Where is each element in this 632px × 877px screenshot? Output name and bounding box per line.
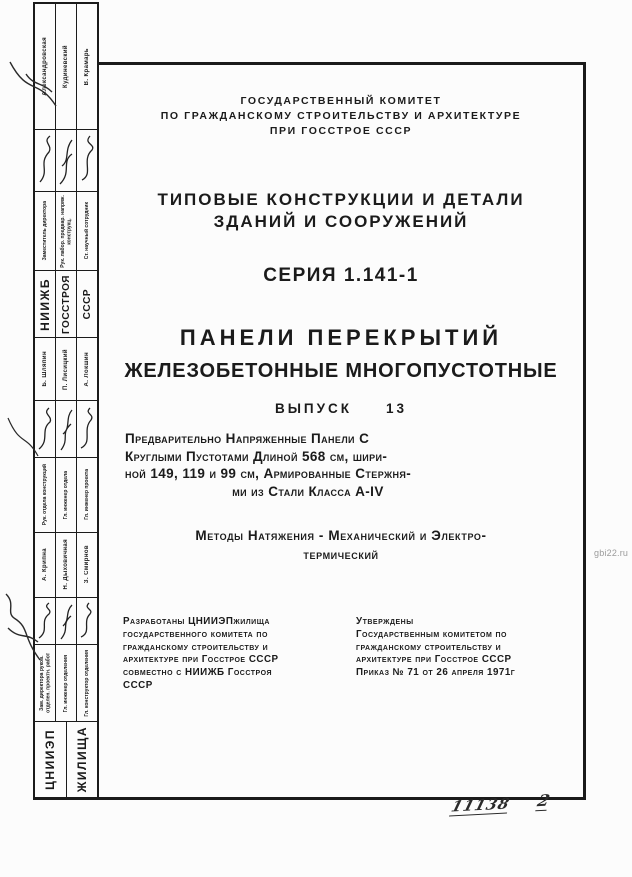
org-name-line: ЦНИИЭП bbox=[43, 729, 58, 791]
site-watermark: gbi22.ru bbox=[594, 548, 629, 558]
description-paragraph bbox=[125, 430, 491, 500]
issue-number: 13 bbox=[386, 401, 408, 416]
stamp-cell bbox=[56, 533, 77, 597]
approved-by-block bbox=[356, 616, 581, 680]
developed-line: государственного комитета по bbox=[123, 628, 268, 640]
signer-name: П. Лисицкий bbox=[63, 348, 69, 390]
approved-line: Государственным комитетом по bbox=[356, 628, 507, 640]
issue-label: ВЫПУСК bbox=[274, 401, 353, 416]
committee-line: ГОСУДАРСТВЕННЫЙ КОМИТЕТ bbox=[240, 95, 442, 107]
description-line: Предварительно Напряженные Панели С bbox=[125, 431, 370, 446]
stamp-cell bbox=[35, 645, 56, 721]
methods-line: термический bbox=[303, 547, 379, 562]
stamp-cell bbox=[35, 722, 67, 797]
doc-type-line: ТИПОВЫЕ КОНСТРУКЦИИ И ДЕТАЛИ bbox=[157, 190, 525, 209]
stamp-cell bbox=[77, 192, 97, 271]
document-title-line: ЖЕЛЕЗОБЕТОННЫЕ МНОГОПУСТОТНЫЕ bbox=[124, 360, 558, 382]
methods-paragraph bbox=[99, 526, 583, 564]
approved-line: гражданскому строительству и bbox=[356, 641, 502, 653]
signer-title: Гл. конструктор отделения bbox=[83, 649, 90, 717]
stamp-cell bbox=[35, 271, 56, 337]
stamp-niizhb-names-row bbox=[35, 4, 97, 130]
committee-line: ПО ГРАЖДАНСКОМУ СТРОИТЕЛЬСТВУ И АРХИТЕКТУРЕ bbox=[160, 110, 522, 122]
approved-line: Утверждены bbox=[356, 616, 414, 627]
org-name-line: ЖИЛИЩА bbox=[74, 726, 89, 793]
signature-icon bbox=[77, 130, 97, 191]
signature-icon bbox=[35, 130, 56, 191]
stamp-cell bbox=[35, 458, 56, 532]
signer-name: В. Крамарь bbox=[84, 47, 90, 86]
series-number: СЕРИЯ 1.141-1 bbox=[263, 265, 419, 286]
doc-type-line: ЗДАНИЙ И СООРУЖЕНИЙ bbox=[213, 212, 469, 231]
stamp-cell bbox=[56, 458, 77, 532]
stamp-tsniiep-names-row bbox=[35, 533, 97, 598]
stamp-cell bbox=[77, 458, 97, 532]
signature-icon bbox=[77, 598, 97, 645]
stamp-cell bbox=[77, 271, 97, 337]
signer-title: Гл. инженер отделения bbox=[62, 654, 69, 712]
committee-line: ПРИ ГОССТРОЕ СССР bbox=[269, 125, 413, 137]
issue-row bbox=[99, 401, 583, 416]
org-name-line: ГОССТРОЯ bbox=[60, 274, 72, 334]
signer-title: Гл. инженер отдела bbox=[62, 470, 69, 519]
approved-line: архитектуре при Госстрое СССР bbox=[356, 654, 512, 666]
approval-stamp-table bbox=[33, 2, 99, 797]
developed-line: Разработаны ЦНИИЭПжилища bbox=[123, 616, 270, 627]
signer-title: Рук. лабор. предвар. напряж. конструкц. bbox=[59, 194, 72, 268]
handwritten-inventory-number: 11138 bbox=[449, 794, 513, 816]
stamp-design-titles-row bbox=[35, 458, 97, 533]
signer-name: А. Локшин bbox=[84, 351, 90, 387]
stamp-cell bbox=[35, 533, 56, 597]
stamp-cell bbox=[56, 645, 77, 721]
description-line: Круглыми Пустотами Длиной 568 см, шири- bbox=[125, 448, 388, 464]
stamp-cell bbox=[56, 4, 77, 129]
org-name-line: НИИЖБ bbox=[38, 277, 52, 331]
signer-title: Ст. научный сотрудник bbox=[83, 202, 90, 260]
page-frame bbox=[99, 62, 586, 800]
stamp-design-signatures-row bbox=[35, 401, 97, 458]
developed-line: совместно с НИИЖБ Госстроя bbox=[123, 667, 272, 679]
stamp-cell bbox=[35, 338, 56, 400]
signer-name: Н. Дыховичная bbox=[63, 539, 69, 590]
stamp-cell bbox=[77, 4, 97, 129]
developed-line: СССР bbox=[123, 679, 153, 691]
signature-icon bbox=[35, 401, 56, 457]
org-name-line: СССР bbox=[81, 289, 93, 320]
stamp-cell bbox=[56, 271, 77, 337]
signer-title: Заместитель директора bbox=[41, 201, 48, 261]
handwritten-page-number: 2 bbox=[535, 790, 552, 811]
approved-line: Приказ № 71 от 26 апреля 1971г bbox=[356, 667, 516, 679]
developed-by-block bbox=[123, 616, 353, 693]
stamp-niizhb-signatures-row bbox=[35, 130, 97, 192]
stamp-cell bbox=[77, 645, 97, 721]
signer-title: Гл. инженер проекта bbox=[83, 469, 90, 521]
stamp-cell bbox=[56, 338, 77, 400]
stamp-niizhb-titles-row bbox=[35, 192, 97, 272]
stamp-cell bbox=[77, 533, 97, 597]
stamp-org-niizhb bbox=[35, 271, 97, 338]
stamp-org-tsniiep bbox=[35, 722, 97, 797]
signature-icon bbox=[77, 401, 97, 457]
signature-icon bbox=[56, 401, 77, 457]
stamp-tsniiep-titles-row bbox=[35, 645, 97, 722]
stamp-cell bbox=[35, 192, 56, 271]
stamp-design-names-row bbox=[35, 338, 97, 401]
signer-name: Б. Шляпин bbox=[42, 351, 48, 387]
signature-icon bbox=[35, 598, 56, 645]
signer-title: Зам. директора руков. отделен. проектн. работ bbox=[38, 653, 51, 714]
stamp-cell bbox=[35, 4, 56, 129]
methods-line: Методы Натяжения - Механический и Электро- bbox=[195, 528, 487, 543]
developed-line: архитектуре при Госстрое СССР bbox=[123, 654, 279, 666]
description-line: ной 149, 119 и 99 см, Армированные Стержня- bbox=[125, 466, 412, 481]
signature-icon bbox=[56, 598, 77, 645]
stamp-tsniiep-signatures-row bbox=[35, 598, 97, 646]
signer-name: Кудиневский bbox=[63, 44, 69, 88]
description-line: ми из Стали Класса А-IV bbox=[232, 483, 384, 499]
signer-title: Рук. отдела конструкций bbox=[41, 464, 48, 526]
signature-icon bbox=[56, 130, 77, 191]
signer-name: З. Смирнов bbox=[84, 545, 90, 584]
signer-name: А. Крипна bbox=[42, 548, 48, 582]
stamp-cell bbox=[77, 338, 97, 400]
stamp-cell bbox=[67, 722, 98, 797]
signer-name: Александровская bbox=[42, 37, 48, 96]
stamp-cell bbox=[56, 192, 77, 271]
developed-line: гражданскому строительству и bbox=[123, 641, 269, 653]
document-title-line: ПАНЕЛИ ПЕРЕКРЫТИЙ bbox=[179, 325, 503, 350]
